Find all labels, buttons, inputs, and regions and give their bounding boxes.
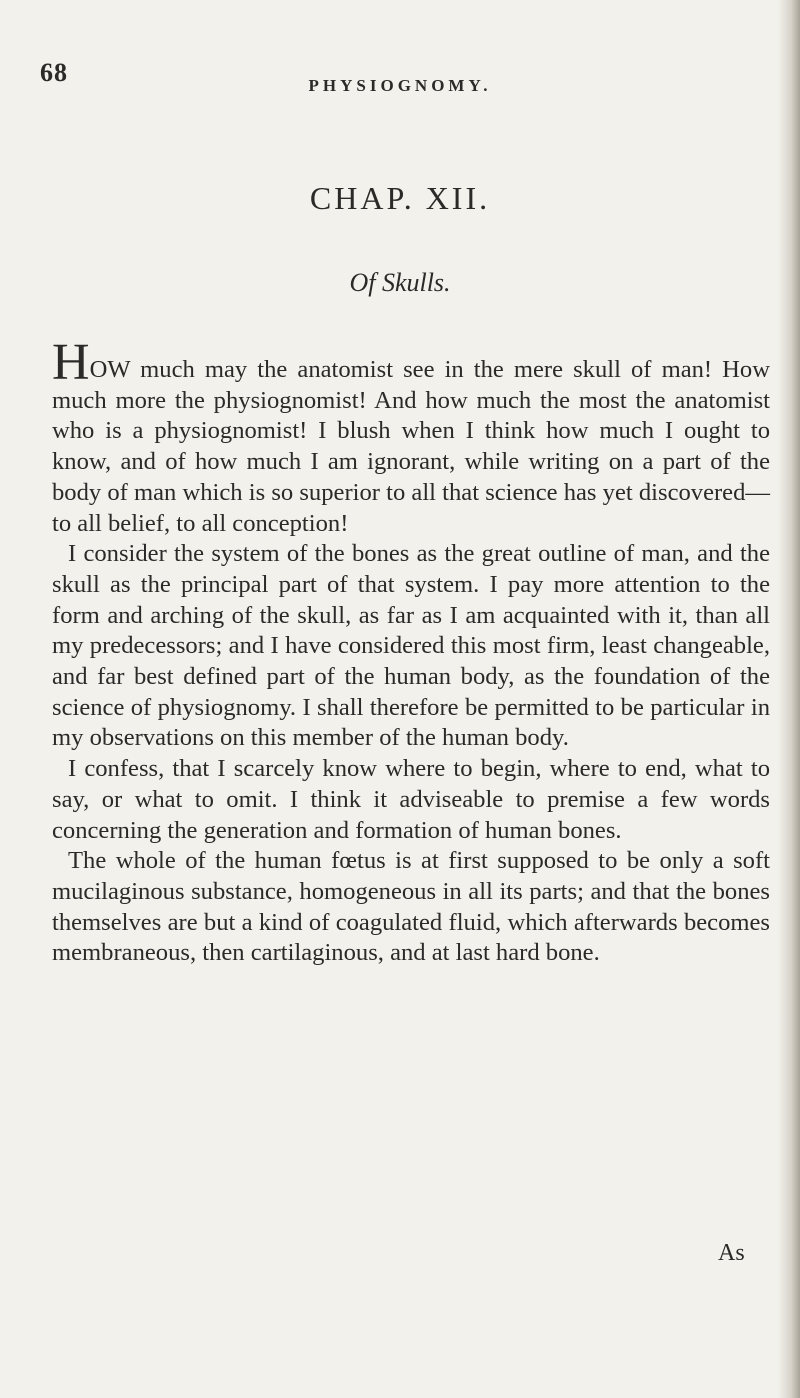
paragraph-4: The whole of the human fœtus is at first supposed to be only a soft mucilaginous substance, homogeneous in all its parts; and that the bones themselves are but a kind of coagulated fluid, which afterwards becomes membraneous, then cartilaginous, and at last hard bone. — [52, 847, 770, 967]
paragraph-1-text: OW much may the anatomist see in the mere skull of man! How much more the physiognomist! And how much the most the anatomist who is a physiognomist! I blush when I think how much I ought to know, and of how much I am ignorant, while writing on a part of the body of man which is so superior to all that science has yet discovered—to all belief, to all conception! — [52, 356, 770, 537]
catchword: As — [718, 1240, 745, 1266]
chapter-heading: CHAP. XII. — [309, 180, 491, 216]
paragraph-3: I confess, that I scarcely know where to begin, where to end, what to say, or what to omit. I think it adviseable to premise a few words concerning the generation and formation of human bones. — [52, 755, 770, 844]
paragraph-1 — [52, 334, 770, 539]
running-head: PHYSIOGNOMY. — [308, 76, 492, 95]
paragraph-2: I consider the system of the bones as the great outline of man, and the skull as the principal part of that system. I pay more attention to the form and arching of the skull, as far as I am acquainted with it, than all my predecessors; and I have considered this most firm, least changeable, and far best defined part of the human body, as the foundation of the science of physiognomy. I shall therefore be permitted to be particular in my observations on this member of the human body. — [52, 540, 770, 752]
page-edge-shadow — [778, 0, 800, 1398]
page-number: 68 — [40, 58, 68, 87]
body-text — [52, 334, 770, 969]
chapter-subtitle: Of Skulls. — [349, 268, 451, 297]
drop-cap: H — [52, 334, 90, 391]
